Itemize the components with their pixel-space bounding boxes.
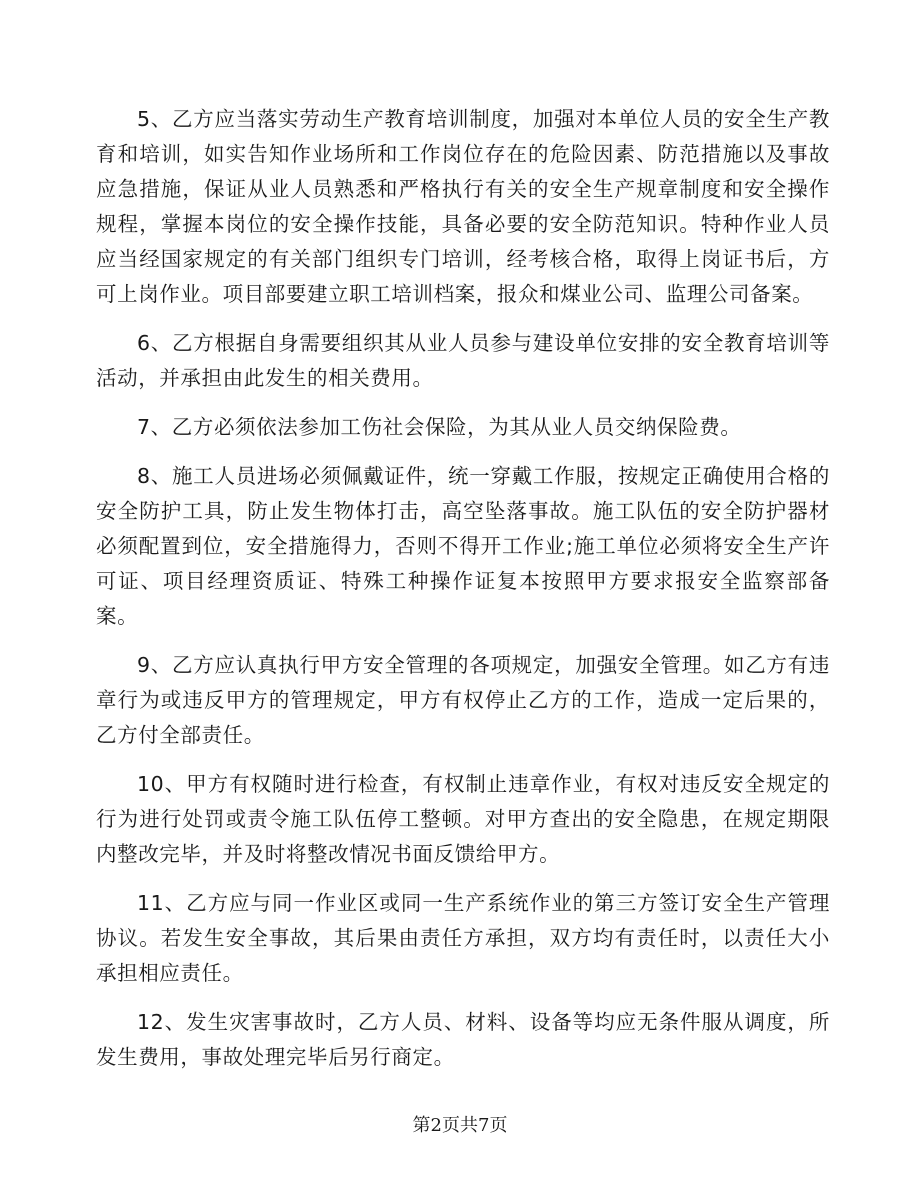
clause-5-paragraph: 5、乙方应当落实劳动生产教育培训制度，加强对本单位人员的安全生产教育和培训，如实告知作业场所和工作岗位存在的危险因素、防范措施以及事故应急措施，保证从业人员熟悉和严格执行有关的安全生产规章制度和安全操作规程，掌握本岗位的安全操作技能，具备必要的安全防范知识。特种作业人员应当经国家规定的有关部门组织专门培训，经考核合格，取得上岗证书后，方可上岗作业。项目部要建立职工培训档案，报众和煤业公司、监理公司备案。 — [96, 107, 830, 306]
clause-8-paragraph: 8、施工人员进场必须佩戴证件，统一穿戴工作服，按规定正确使用合格的安全防护工具，防止发生物体打击，高空坠落事故。施工队伍的安全防护器材必须配置到位，安全措施得力，否则不得开工作业;施工单位必须将安全生产许可证、项目经理资质证、特殊工种操作证复本按照甲方要求报安全监察部备案。 — [96, 464, 830, 628]
clause-9-paragraph: 9、乙方应认真执行甲方安全管理的各项规定，加强安全管理。如乙方有违章行为或违反甲方的管理规定，甲方有权停止乙方的工作，造成一定后果的，乙方付全部责任。 — [96, 653, 830, 747]
clause-7-paragraph: 7、乙方必须依法参加工伤社会保险，为其从业人员交纳保险费。 — [137, 415, 742, 439]
clause-12-paragraph: 12、发生灾害事故时，乙方人员、材料、设备等均应无条件服从调度，所发生费用，事故处理完毕后另行商定。 — [96, 1010, 830, 1069]
clause-6-paragraph: 6、乙方根据自身需要组织其从业人员参与建设单位安排的安全教育培训等活动，并承担由此发生的相关费用。 — [96, 331, 830, 390]
document-body — [96, 102, 830, 1089]
clause-10-paragraph: 10、甲方有权随时进行检查，有权制止违章作业，有权对违反安全规定的行为进行处罚或责令施工队伍停工整顿。对甲方查出的安全隐患，在规定期限内整改完毕，并及时将整改情况书面反馈给甲方。 — [96, 772, 830, 866]
page-number-footer: 第2页共7页 — [412, 1115, 508, 1136]
clause-11-paragraph: 11、乙方应与同一作业区或同一生产系统作业的第三方签订安全生产管理协议。若发生安全事故，其后果由责任方承担，双方均有责任时，以责任大小承担相应责任。 — [96, 891, 830, 985]
